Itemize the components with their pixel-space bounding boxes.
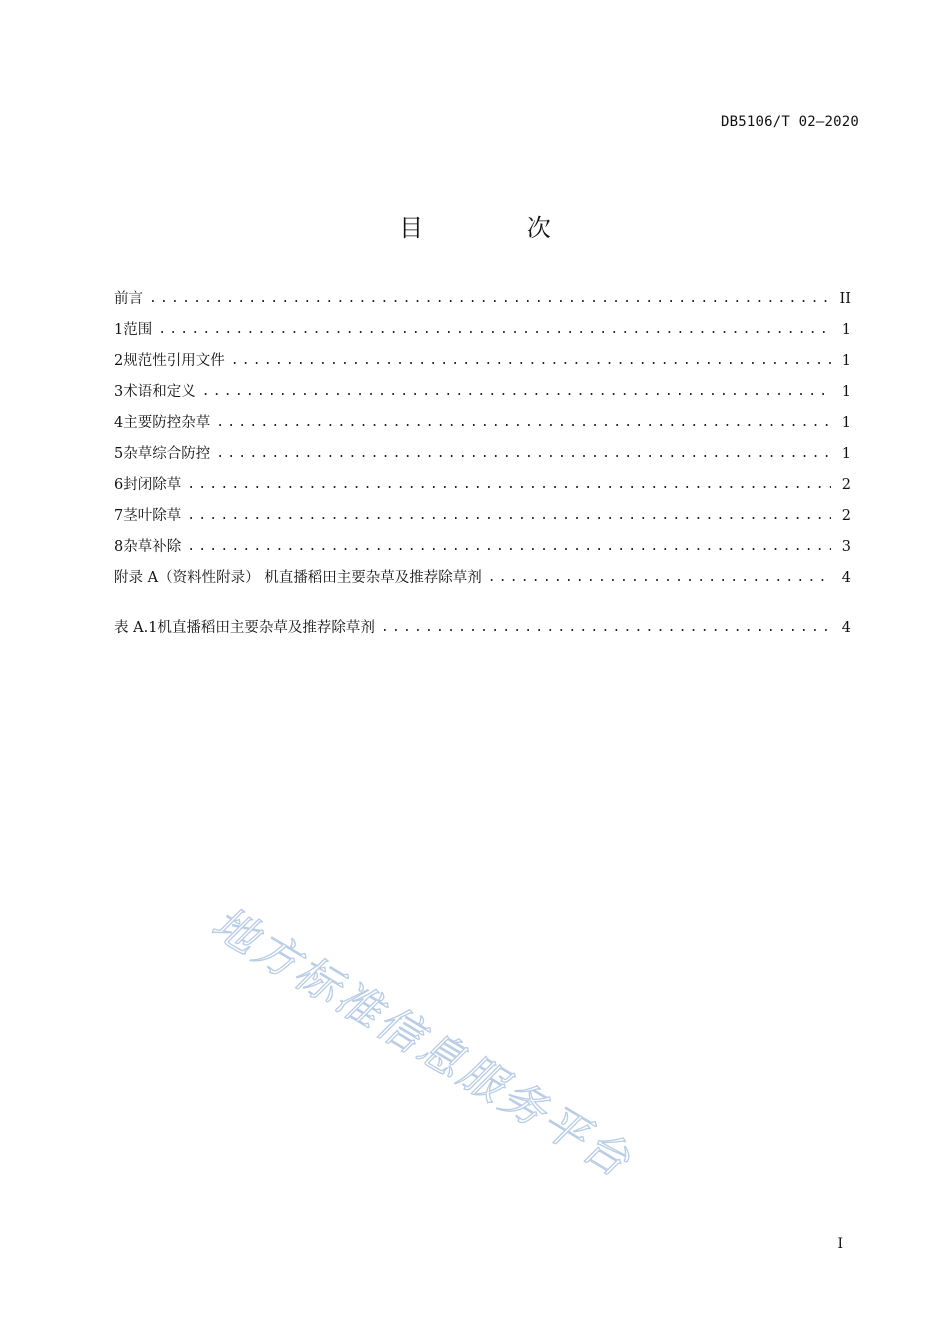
dot-leader bbox=[488, 566, 831, 590]
toc-page-number: 1 bbox=[841, 446, 851, 462]
toc-entry-scope[interactable] bbox=[114, 318, 851, 349]
toc-entry-number: 5 bbox=[114, 446, 124, 462]
toc-entry-terms-definitions[interactable] bbox=[114, 380, 851, 411]
toc-page-number: 4 bbox=[841, 570, 851, 586]
toc-entry-number: 7 bbox=[114, 508, 124, 524]
dot-leader bbox=[187, 504, 831, 528]
toc-entry-label: 范围 bbox=[123, 322, 153, 338]
toc-entry-label: 主要防控杂草 bbox=[123, 415, 211, 431]
table-of-contents bbox=[114, 287, 851, 647]
toc-entry-number: 8 bbox=[114, 539, 124, 555]
toc-entry-label: 前言 bbox=[114, 291, 143, 307]
dot-leader bbox=[187, 535, 831, 559]
toc-page-number: 2 bbox=[841, 508, 851, 524]
toc-entry-number: 6 bbox=[114, 477, 124, 493]
toc-page-number: 1 bbox=[841, 353, 851, 369]
dot-leader bbox=[216, 442, 831, 466]
toc-entry-integrated-control[interactable] bbox=[114, 442, 851, 473]
toc-entry-foreword[interactable] bbox=[114, 287, 851, 318]
dot-leader bbox=[187, 473, 831, 497]
watermark: 地方标准信息服务平台 bbox=[203, 897, 641, 1189]
toc-entry-label: 规范性引用文件 bbox=[123, 353, 225, 369]
toc-entry-pre-emergence[interactable] bbox=[114, 473, 851, 504]
dot-leader bbox=[216, 411, 831, 435]
dot-leader bbox=[231, 349, 831, 373]
toc-page-number: II bbox=[839, 291, 851, 307]
toc-entry-label: 杂草补除 bbox=[123, 539, 182, 555]
page-number: I bbox=[837, 1236, 843, 1252]
toc-entry-label: 茎叶除草 bbox=[123, 508, 182, 524]
dot-leader bbox=[381, 616, 831, 640]
toc-entry-normative-references[interactable] bbox=[114, 349, 851, 380]
toc-entry-number: 3 bbox=[114, 384, 124, 400]
toc-entry-label: 封闭除草 bbox=[123, 477, 182, 493]
toc-entry-number: 2 bbox=[114, 353, 124, 369]
toc-entry-number: 表 A.1 bbox=[114, 620, 158, 636]
toc-entry-label: 杂草综合防控 bbox=[123, 446, 211, 462]
dot-leader bbox=[202, 380, 831, 404]
toc-entry-label: 机直播稻田主要杂草及推荐除草剂 bbox=[157, 620, 375, 636]
toc-entry-appendix-a[interactable] bbox=[114, 566, 851, 597]
toc-entry-remedial-control[interactable] bbox=[114, 535, 851, 566]
dot-leader bbox=[149, 287, 831, 311]
toc-page-number: 3 bbox=[841, 539, 851, 555]
toc-entry-number: 4 bbox=[114, 415, 124, 431]
toc-page-number: 4 bbox=[841, 620, 851, 636]
toc-entry-label: 术语和定义 bbox=[123, 384, 196, 400]
toc-page-number: 2 bbox=[841, 477, 851, 493]
toc-page-number: 1 bbox=[841, 384, 851, 400]
toc-entry-number: 1 bbox=[114, 322, 124, 338]
toc-entry-post-emergence[interactable] bbox=[114, 504, 851, 535]
toc-entry-label: 附录 A（资料性附录） 机直播稻田主要杂草及推荐除草剂 bbox=[114, 570, 482, 586]
dot-leader bbox=[158, 318, 831, 342]
document-code: DB5106/T 02—2020 bbox=[720, 114, 859, 130]
page-title: 目 次 bbox=[399, 214, 599, 242]
toc-page-number: 1 bbox=[841, 415, 851, 431]
toc-entry-main-weeds[interactable] bbox=[114, 411, 851, 442]
toc-entry-table-a1[interactable] bbox=[114, 616, 851, 647]
toc-page-number: 1 bbox=[841, 322, 851, 338]
